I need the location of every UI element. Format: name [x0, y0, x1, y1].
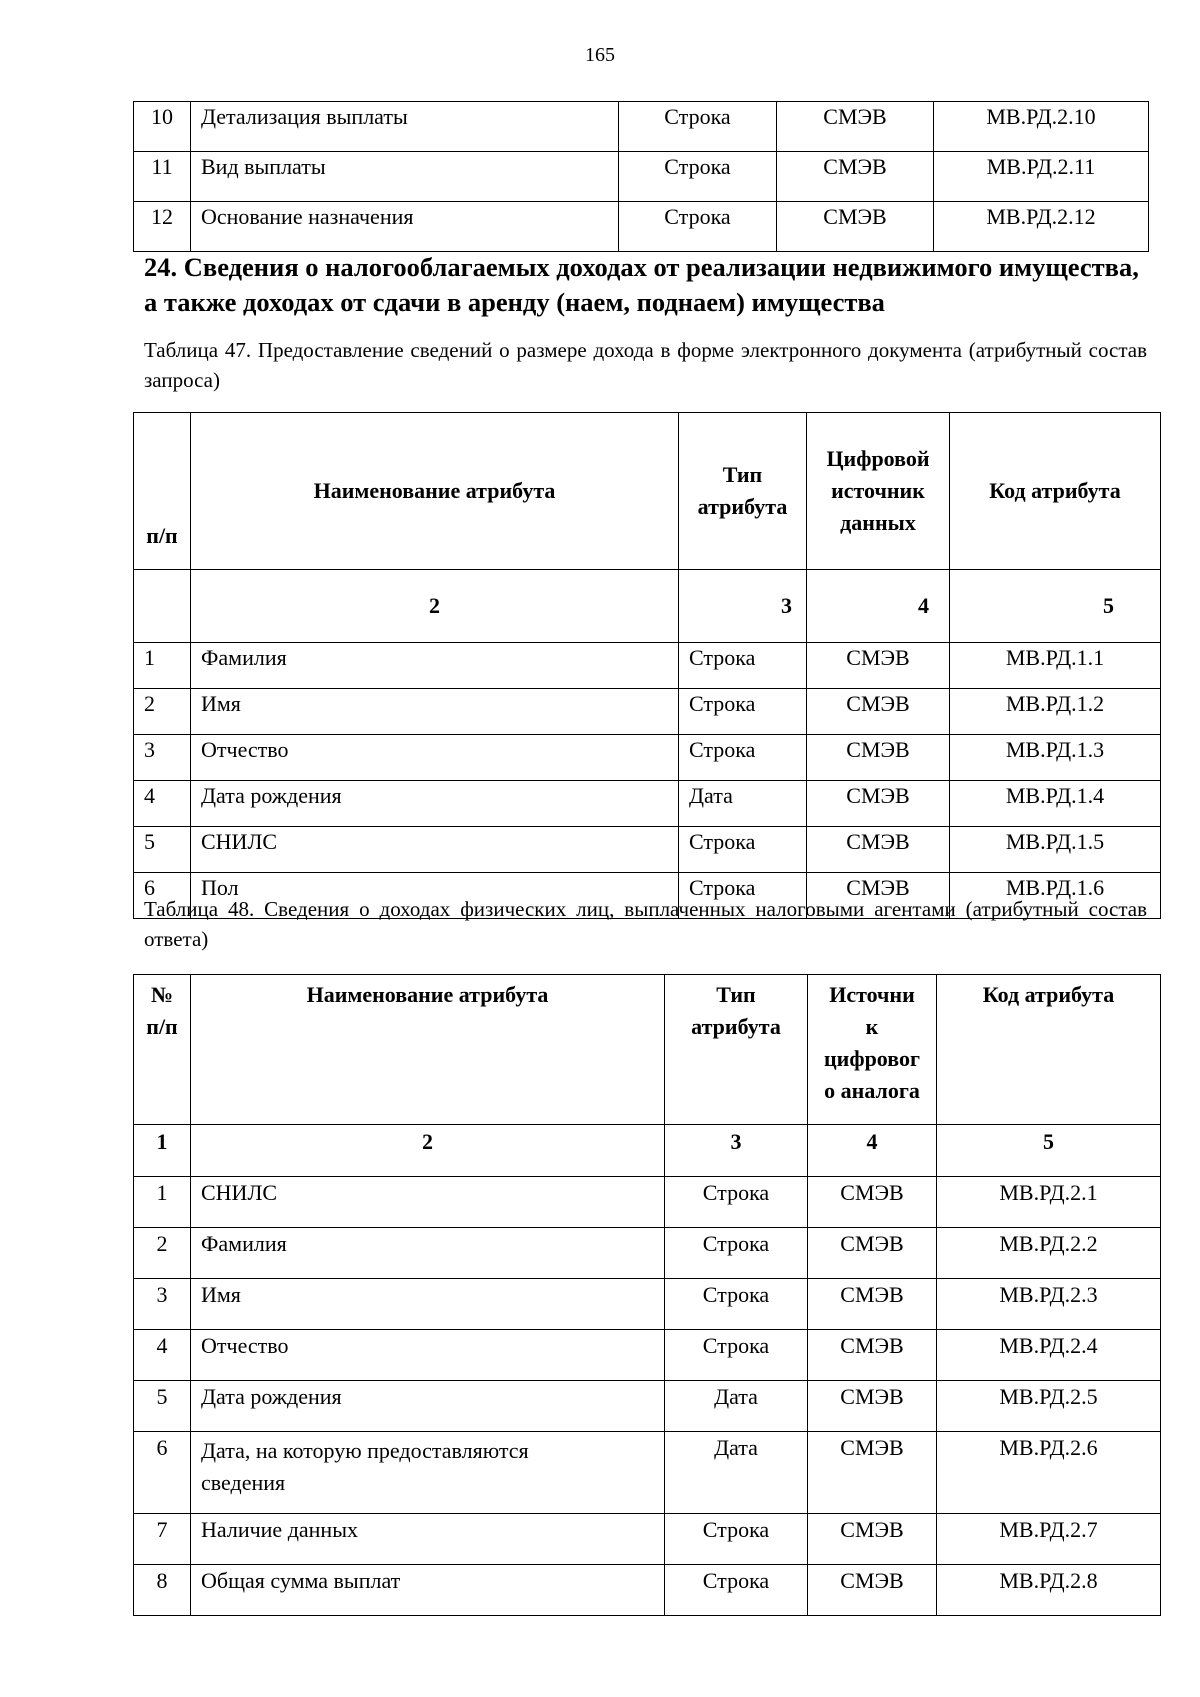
row-number: 6 [134, 1432, 191, 1514]
attribute-type: Дата [665, 1381, 808, 1432]
attribute-name: Отчество [191, 735, 679, 781]
attribute-name-line: сведения [201, 1470, 286, 1495]
header-name: Наименование атрибута [191, 975, 665, 1125]
attribute-code: МВ.РД.2.4 [937, 1330, 1161, 1381]
attribute-source: СМЭВ [777, 152, 934, 202]
attribute-type: Строка [679, 873, 807, 919]
table-row [134, 1432, 1161, 1514]
column-number [134, 570, 191, 643]
column-number: 5 [937, 1125, 1161, 1177]
table-row [134, 781, 1161, 827]
section-heading: 24. Сведения о налогооблагаемых доходах от реализации недвижимого имущества, а также доходах от сдачи в аренду (наем, поднаем) имущества [144, 252, 1139, 317]
table-header-row [134, 975, 1161, 1125]
column-numbering-row [134, 1125, 1161, 1177]
header-source-line: Источни [829, 982, 915, 1007]
table-header-row [134, 413, 1161, 570]
header-source-line: о аналога [824, 1078, 920, 1103]
row-number: 1 [134, 643, 191, 689]
header-source-line: данных [840, 510, 916, 535]
attribute-code: МВ.РД.2.1 [937, 1177, 1161, 1228]
attribute-name: Вид выплаты [191, 152, 619, 202]
attribute-source: СМЭВ [808, 1177, 937, 1228]
attribute-source: СМЭВ [808, 1514, 937, 1565]
column-number: 4 [807, 570, 950, 643]
attribute-code: МВ.РД.2.6 [937, 1432, 1161, 1514]
attribute-type: Строка [665, 1330, 808, 1381]
attribute-name: Фамилия [191, 1228, 665, 1279]
table-row [134, 1279, 1161, 1330]
table-row [134, 643, 1161, 689]
attribute-code: МВ.РД.2.2 [937, 1228, 1161, 1279]
attribute-type: Дата [679, 781, 807, 827]
row-number: 2 [134, 1228, 191, 1279]
attribute-type: Строка [619, 202, 777, 252]
header-source-line: цифровог [824, 1046, 920, 1071]
header-type [679, 413, 807, 570]
attribute-source: СМЭВ [808, 1381, 937, 1432]
column-number: 1 [134, 1125, 191, 1177]
header-num-line: № [150, 982, 174, 1007]
attribute-name: Дата рождения [191, 1381, 665, 1432]
attribute-source: СМЭВ [777, 202, 934, 252]
header-type-line: Тип [722, 462, 763, 487]
attribute-source: СМЭВ [807, 643, 950, 689]
attribute-code: МВ.РД.2.5 [937, 1381, 1161, 1432]
row-number: 3 [134, 735, 191, 781]
table-row [134, 1514, 1161, 1565]
table-row [134, 827, 1161, 873]
column-number: 2 [191, 570, 679, 643]
column-number: 3 [679, 570, 807, 643]
table-row [134, 1381, 1161, 1432]
header-type-line: атрибута [697, 494, 788, 519]
header-source-line: к [865, 1014, 879, 1039]
attribute-type: Строка [679, 689, 807, 735]
table-47-caption: Таблица 47. Предоставление сведений о размере дохода в форме электронного документа (атрибутный состав запроса) [144, 338, 1147, 392]
attribute-code: МВ.РД.1.6 [950, 873, 1161, 919]
attribute-source: СМЭВ [807, 735, 950, 781]
attribute-name-line: Дата, на которую предоставляются [201, 1438, 529, 1463]
attribute-code: МВ.РД.1.2 [950, 689, 1161, 735]
attribute-type: Строка [679, 735, 807, 781]
attribute-source: СМЭВ [808, 1228, 937, 1279]
table-row [134, 152, 1149, 202]
header-type [665, 975, 808, 1125]
row-number: 8 [134, 1565, 191, 1616]
attribute-source: СМЭВ [808, 1330, 937, 1381]
attribute-code: МВ.РД.2.10 [934, 102, 1149, 152]
attribute-name [191, 1432, 665, 1514]
attribute-code: МВ.РД.2.11 [934, 152, 1149, 202]
attribute-name: Дата рождения [191, 781, 679, 827]
column-number: 2 [191, 1125, 665, 1177]
attribute-name: Имя [191, 1279, 665, 1330]
column-numbering-row [134, 570, 1161, 643]
header-code: Код атрибута [937, 975, 1161, 1125]
header-num-line: п/п [146, 1014, 178, 1039]
header-source [807, 413, 950, 570]
table-row [134, 1228, 1161, 1279]
attribute-code: МВ.РД.1.1 [950, 643, 1161, 689]
attribute-name: СНИЛС [191, 1177, 665, 1228]
table-row [134, 735, 1161, 781]
table-row [134, 1330, 1161, 1381]
attribute-source: СМЭВ [808, 1279, 937, 1330]
row-number: 1 [134, 1177, 191, 1228]
row-number: 4 [134, 781, 191, 827]
attribute-name: Общая сумма выплат [191, 1565, 665, 1616]
attribute-source: СМЭВ [777, 102, 934, 152]
table-47 [133, 412, 1161, 919]
row-number: 6 [134, 873, 191, 919]
row-number: 2 [134, 689, 191, 735]
column-number: 5 [950, 570, 1161, 643]
attribute-code: МВ.РД.1.5 [950, 827, 1161, 873]
header-source-line: Цифровой [826, 446, 930, 471]
attribute-type: Строка [619, 102, 777, 152]
table-row [134, 689, 1161, 735]
attribute-code: МВ.РД.2.8 [937, 1565, 1161, 1616]
attribute-type: Строка [619, 152, 777, 202]
attribute-type: Дата [665, 1432, 808, 1514]
attribute-code: МВ.РД.2.12 [934, 202, 1149, 252]
table-row [134, 102, 1149, 152]
attribute-source: СМЭВ [807, 689, 950, 735]
row-number: 11 [134, 152, 191, 202]
attribute-code: МВ.РД.2.7 [937, 1514, 1161, 1565]
attribute-table-continuation [133, 101, 1149, 252]
table-row [134, 1565, 1161, 1616]
table-row [134, 1177, 1161, 1228]
attribute-type: Строка [665, 1565, 808, 1616]
attribute-name: Отчество [191, 1330, 665, 1381]
header-name: Наименование атрибута [191, 413, 679, 570]
header-type-line: атрибута [691, 1014, 781, 1039]
table-48 [133, 974, 1161, 1616]
row-number: 3 [134, 1279, 191, 1330]
attribute-name: Имя [191, 689, 679, 735]
column-number: 4 [808, 1125, 937, 1177]
attribute-source: СМЭВ [808, 1432, 937, 1514]
row-number: 4 [134, 1330, 191, 1381]
attribute-type: Строка [679, 643, 807, 689]
page-number: 165 [585, 44, 615, 66]
attribute-type: Строка [665, 1228, 808, 1279]
row-number: 7 [134, 1514, 191, 1565]
attribute-code: МВ.РД.1.4 [950, 781, 1161, 827]
header-source [808, 975, 937, 1125]
header-num: п/п [134, 413, 191, 570]
attribute-name: Фамилия [191, 643, 679, 689]
row-number: 10 [134, 102, 191, 152]
attribute-code: МВ.РД.2.3 [937, 1279, 1161, 1330]
row-number: 5 [134, 1381, 191, 1432]
attribute-source: СМЭВ [807, 781, 950, 827]
header-type-line: Тип [716, 982, 756, 1007]
attribute-name: Наличие данных [191, 1514, 665, 1565]
table-row [134, 202, 1149, 252]
attribute-source: СМЭВ [808, 1565, 937, 1616]
attribute-name: Детализация выплаты [191, 102, 619, 152]
attribute-type: Строка [665, 1514, 808, 1565]
header-num [134, 975, 191, 1125]
attribute-name: СНИЛС [191, 827, 679, 873]
attribute-source: СМЭВ [807, 827, 950, 873]
table-48-caption: Таблица 48. Сведения о доходах физических лиц, выплаченных налоговыми агентами (атрибутный состав ответа) [144, 897, 1147, 951]
column-number: 3 [665, 1125, 808, 1177]
row-number: 5 [134, 827, 191, 873]
attribute-type: Строка [665, 1279, 808, 1330]
attribute-code: МВ.РД.1.3 [950, 735, 1161, 781]
attribute-name: Пол [191, 873, 679, 919]
attribute-type: Строка [679, 827, 807, 873]
header-source-line: источник [831, 478, 925, 503]
header-code: Код атрибута [950, 413, 1161, 570]
attribute-type: Строка [665, 1177, 808, 1228]
attribute-name: Основание назначения [191, 202, 619, 252]
attribute-source: СМЭВ [807, 873, 950, 919]
row-number: 12 [134, 202, 191, 252]
